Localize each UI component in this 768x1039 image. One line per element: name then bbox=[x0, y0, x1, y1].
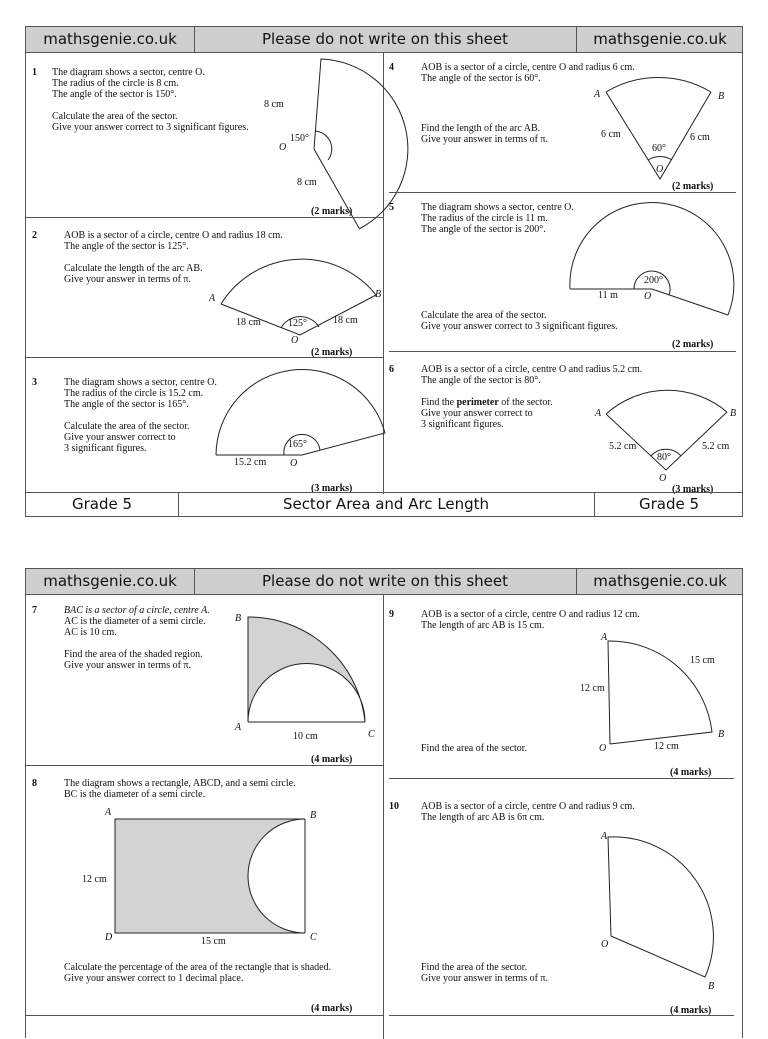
q9-marks: (4 marks) bbox=[670, 767, 712, 778]
q6-point-b: B bbox=[730, 408, 737, 419]
sheet-header bbox=[26, 27, 742, 53]
q2-marks: (2 marks) bbox=[311, 347, 353, 358]
q8-height-label: 12 cm bbox=[82, 874, 107, 885]
topic-title: Sector Area and Arc Length bbox=[178, 493, 595, 516]
site-name-left-2: mathsgenie.co.uk bbox=[26, 569, 195, 594]
q6-centre-label: O bbox=[659, 473, 667, 484]
q6-radius-label-left: 5.2 cm bbox=[609, 441, 637, 452]
q10-divider bbox=[389, 1015, 734, 1016]
q2-point-a: A bbox=[209, 293, 216, 304]
question-1: 1 The diagram shows a sector, centre O. The radius of the circle is 8 cm. The angle of the sector is 150°. Calculate the area of the sector. Give your answer correct to 3 significant figures. bbox=[32, 67, 249, 133]
q10-centre-label: O bbox=[601, 939, 609, 950]
q9-divider bbox=[389, 778, 734, 779]
worksheet-page-2 bbox=[25, 568, 743, 1038]
q8-rectangle-diagram bbox=[115, 819, 310, 939]
q7-divider bbox=[26, 765, 383, 766]
site-name-left: mathsgenie.co.uk bbox=[26, 27, 195, 52]
grade-right: Grade 5 bbox=[638, 495, 700, 513]
q9-radius-label-bottom: 12 cm bbox=[654, 741, 679, 752]
q6-marks: (3 marks) bbox=[672, 484, 714, 495]
q2-centre-label: O bbox=[291, 335, 299, 346]
q4-sector-diagram bbox=[606, 72, 726, 172]
q7-point-b: B bbox=[235, 613, 242, 624]
worksheet-page-1 bbox=[25, 26, 743, 517]
question-7: 7 BAC is a sector of a circle, centre A. AC is the diameter of a semi circle. AC is 10 cm. Find the area of the shaded region. Give your answer in terms of π. bbox=[32, 605, 210, 671]
q7-length-label: 10 cm bbox=[293, 731, 318, 742]
q1-radius-label-top: 8 cm bbox=[264, 99, 284, 110]
q5-sector-diagram bbox=[566, 205, 756, 325]
q8-point-c: C bbox=[310, 932, 317, 943]
q2-angle-label: 125° bbox=[288, 318, 307, 329]
q10-sector-diagram bbox=[608, 837, 708, 997]
q10-point-a: A bbox=[601, 831, 608, 842]
q1-marks: (2 marks) bbox=[311, 206, 353, 217]
q4-radius-label-right: 6 cm bbox=[690, 132, 710, 143]
q8-point-b: B bbox=[310, 810, 317, 821]
sheet-header-2 bbox=[26, 569, 742, 595]
q6-angle-label: 80° bbox=[657, 452, 671, 463]
site-name-right: mathsgenie.co.uk bbox=[593, 30, 727, 48]
q5-marks: (2 marks) bbox=[672, 339, 714, 350]
question-2: 2 AOB is a sector of a circle, centre O and radius 18 cm. The angle of the sector is 125°. Calculate the length of the arc AB. Give your answer in terms of π. bbox=[32, 230, 283, 285]
notice-text: Please do not write on this sheet bbox=[194, 27, 577, 52]
q4-divider bbox=[389, 192, 736, 193]
q5-divider bbox=[389, 351, 736, 352]
q4-radius-label-left: 6 cm bbox=[601, 129, 621, 140]
q4-point-a: A bbox=[594, 89, 601, 100]
q7-marks: (4 marks) bbox=[311, 754, 353, 765]
q8-width-label: 15 cm bbox=[201, 936, 226, 947]
q6-sector-diagram bbox=[606, 382, 736, 472]
q4-point-b: B bbox=[718, 91, 725, 102]
q5-radius-label: 11 m bbox=[598, 290, 618, 301]
q6-radius-label-right: 5.2 cm bbox=[702, 441, 730, 452]
question-6: 6 AOB is a sector of a circle, centre O and radius 5.2 cm. The angle of the sector is 80°. Find the perimeter of the sector. Give your answer correct to 3 significant figures. bbox=[389, 364, 643, 430]
q8-point-d: D bbox=[105, 932, 113, 943]
q2-sector-diagram bbox=[221, 247, 391, 357]
question-9: 9 AOB is a sector of a circle, centre O and radius 12 cm. The length of arc AB is 15 cm. Find the area of the sector. bbox=[389, 609, 640, 754]
q10-marks: (4 marks) bbox=[670, 1005, 712, 1016]
q9-radius-label-left: 12 cm bbox=[580, 683, 605, 694]
column-divider-2 bbox=[383, 595, 384, 1039]
site-name-right-2: mathsgenie.co.uk bbox=[593, 572, 727, 590]
question-10: 10 AOB is a sector of a circle, centre O and radius 9 cm. The length of arc AB is 6π cm. Find the area of the sector. Give your answer in terms of π. bbox=[389, 801, 635, 984]
q7-point-c: C bbox=[368, 729, 375, 740]
q1-angle-label: 150° bbox=[290, 133, 309, 144]
q2-divider bbox=[26, 357, 383, 358]
grade-left: Grade 5 bbox=[26, 493, 179, 516]
q3-centre-label: O bbox=[290, 458, 298, 469]
q2-radius-label-left: 18 cm bbox=[236, 317, 261, 328]
q8-divider bbox=[26, 1015, 383, 1016]
q5-angle-label: 200° bbox=[644, 275, 663, 286]
q8-point-a: A bbox=[105, 807, 112, 818]
question-8: 8 The diagram shows a rectangle, ABCD, and a semi circle. BC is the diameter of a semi circle. Calculate the percentage of the area of the rectangle that is shaded. Give your answer correct to 1 decimal place. bbox=[32, 778, 332, 984]
q10-point-b: B bbox=[708, 981, 715, 992]
q1-radius-label-bottom: 8 cm bbox=[297, 177, 317, 188]
q6-point-a: A bbox=[595, 408, 602, 419]
q4-centre-label: O bbox=[656, 164, 664, 175]
q3-marks: (3 marks) bbox=[311, 483, 353, 494]
q7-point-a: A bbox=[235, 722, 242, 733]
q9-centre-label: O bbox=[599, 743, 607, 754]
q1-divider bbox=[26, 217, 383, 218]
q2-radius-label-right: 18 cm bbox=[333, 315, 358, 326]
q1-centre-label: O bbox=[279, 142, 287, 153]
q3-radius-label: 15.2 cm bbox=[234, 457, 267, 468]
q9-arc-label: 15 cm bbox=[690, 655, 715, 666]
notice-text-2: Please do not write on this sheet bbox=[194, 569, 577, 594]
q8-marks: (4 marks) bbox=[311, 1003, 353, 1014]
question-4: 4 AOB is a sector of a circle, centre O and radius 6 cm. The angle of the sector is 60°. Find the length of the arc AB. Give your answer in terms of π. bbox=[389, 62, 635, 145]
q4-angle-label: 60° bbox=[652, 143, 666, 154]
q9-point-b: B bbox=[718, 729, 725, 740]
q9-point-a: A bbox=[601, 632, 608, 643]
q7-shaded-region-diagram bbox=[248, 615, 373, 740]
q4-marks: (2 marks) bbox=[672, 181, 714, 192]
sheet-footer bbox=[26, 492, 742, 516]
question-5: 5 The diagram shows a sector, centre O. The radius of the circle is 11 m. The angle of the sector is 200°. Calculate the area of the sector. Give your answer correct to 3 significant figures. bbox=[389, 202, 618, 332]
q3-angle-label: 165° bbox=[288, 439, 307, 450]
question-3: 3 The diagram shows a sector, centre O. The radius of the circle is 15.2 cm. The angle of the sector is 165°. Calculate the area of the sector. Give your answer correct to 3 significant figures. bbox=[32, 377, 217, 454]
q2-point-b: B bbox=[375, 289, 382, 300]
q5-centre-label: O bbox=[644, 291, 652, 302]
